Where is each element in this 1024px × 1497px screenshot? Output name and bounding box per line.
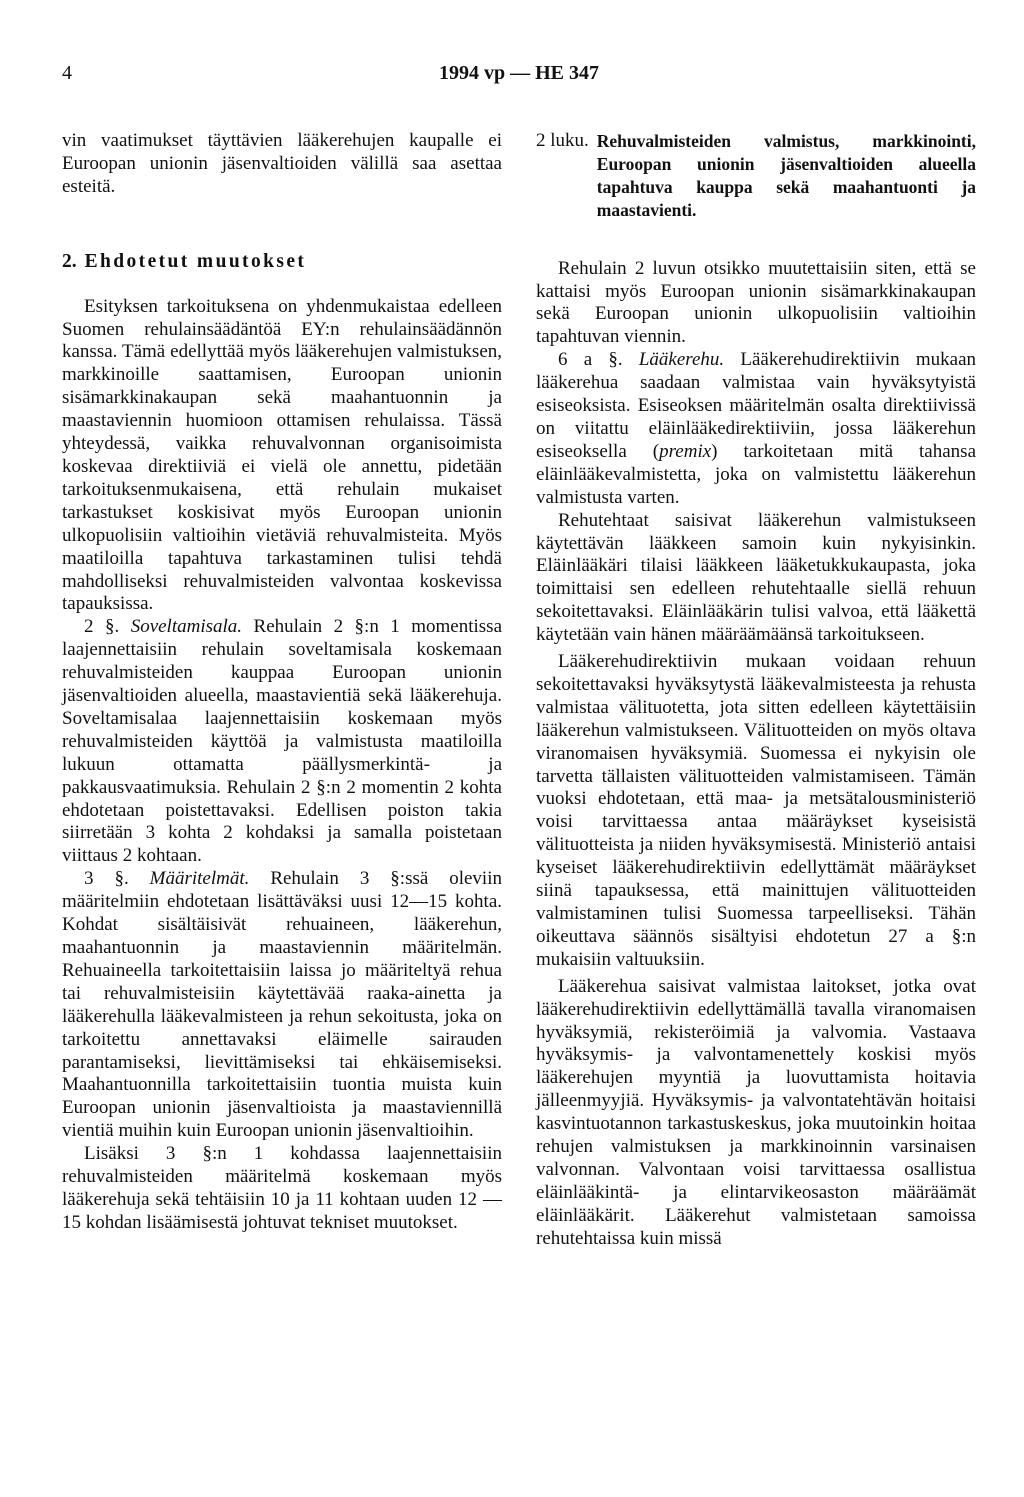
section-6a-text-a: Lääkerehudirektiivin mukaan lääkerehua saadaan valmistaa vain hyväksytyistä esiseoksista. Esiseoksen määritelmän osalta direktiivissä on viitattu eläinlääkedirektiiviin, jossa lääkerehun esiseoksella ( — [536, 349, 977, 462]
section-3-title: Määritelmät. — [149, 868, 250, 890]
section-title: Ehdotetut muutokset — [84, 250, 307, 272]
chapter-number: 2 luku. — [536, 130, 589, 151]
paragraph-intermediate-products: Lääkerehudirektiivin mukaan voidaan rehuun sekoitettavaksi hyväksytystä lääkevalmisteesta ja rehusta valmistaa välituotetta, jota sitten edelleen käytettäisiin lääkerehun valmistukseen. Välituotteiden on myös oltava viranomaisen hyväksymiä. Suomessa ei nykyisin ole tarvetta tällaisten välituotteiden valmistamiseen. Tämän vuoksi ehdotetaan, että maa- ja metsätalousministeriö voisi tarvittaessa antaa määräykset kyseisistä välituotteista ja niiden hyväksymisestä. Ministeriö antaisi kyseiset lääkerehudirektiivin edellyttämät määräykset siinä tapauksessa, että mainittujen välituotteiden valmistaminen tulisi Suomessa tarpeelliseksi. Tähän oikeuttava säännös sisältyisi ehdotetun 27 a §:n mukaisiin valtuuksiin. — [536, 651, 976, 970]
chapter-title: Rehuvalmisteiden valmistus, markkinointi, Euroopan unionin jäsenvaltioiden alueella tapahtuva kauppa sekä maahantuonti ja maastavienti. — [596, 131, 976, 220]
paragraph-section-3 — [62, 868, 502, 1143]
page-number: 4 — [62, 62, 72, 84]
paragraph-section-6a — [536, 349, 976, 509]
section-number: 2. — [62, 250, 77, 272]
paragraph-section-2 — [62, 616, 502, 868]
intro-paragraph: vin vaatimukset täyttävien lääkerehujen kaupalle ei Euroopan unionin jäsenvaltioiden välillä saa asettaa esteitä. — [62, 130, 502, 197]
paragraph-feed-factories: Rehutehtaat saisivat lääkerehun valmistukseen käytettävän lääkkeen samoin kuin nykyisinkin. Eläinlääkäri tilaisi lääkkeen lääketukkukaupasta, joka toimittaisi sen edelleen rehutehtaalle siellä rehuun sekoitettavaksi. Eläinlääkärin tulisi valvoa, että lääkettä käytetään vain hänen määräämäänsä tarkoitukseen. — [536, 509, 976, 646]
right-column — [536, 130, 976, 1251]
section-6a-text-b: ) tarkoitetaan mitä tahansa eläinlääkevalmistetta, joka on valmistettu lääkerehun valmistusta varten. — [536, 440, 976, 508]
running-head: 1994 vp — HE 347 — [438, 62, 600, 84]
paragraph-manufacturers: Lääkerehua saisivat valmistaa laitokset, jotka ovat lääkerehudirektiivin edellyttämällä tavalla viranomaisen hyväksymiä, rekisteröimiä ja valvomia. Vastaava hyväksymis- ja valvontamenettely koskisi myös lääkerehujen myyntiä ja luovuttamista hoitavia jälleenmyyjiä. Hyväksymis- ja valvontatehtävän hoitaisi kasvintuotannon tarkastuskeskus, joka muutoinkin hoitaa rehujen valmistuksen ja markkinoinnin varsinaisen valvonnan. Valvontaan voisi tarvittaessa osallistua eläinlääkintä- ja elintarvikeosaston määräämät eläinlääkärit. Lääkerehut valmistetaan samoissa rehutehtaissa kuin missä — [536, 975, 976, 1249]
paragraph-additions: Lisäksi 3 §:n 1 kohdassa laajennettaisiin rehuvalmisteiden määritelmä koskemaan myös lääkerehuja sekä tehtäisiin 10 ja 11 kohtaan uuden 12 — 15 kohdan lisäämisestä johtuvat tekniset muutokset. — [62, 1143, 502, 1233]
section-3-number: 3 §. — [84, 868, 129, 890]
section-3-text: Rehulain 3 §:ssä oleviin määritelmiin ehdotetaan lisättäväksi uusi 12—15 kohta. Kohdat sisältäisivät rehuaineen, lääkerehun, maahantuonnin ja maastaviennin määritelmän. Rehuaineella tarkoitettaisiin laissa jo määriteltyä rehua tai rehuvalmisteisiin käytettävää raaka-ainetta ja lääkerehulla lääkevalmisteen ja rehun sekoitusta, joka on tarkoitettu annettavaksi eläimelle sairauden parantamiseksi, lievittämiseksi tai ehkäisemiseksi. Maahantuonnilla tarkoitettaisiin tuontia muista kuin Euroopan unionin jäsenvaltioista ja maastaviennillä vientiä muihin kuin Euroopan unionin jäsenvaltioihin. — [62, 868, 502, 1142]
section-6a-number: 6 a §. — [558, 349, 623, 371]
left-column — [62, 130, 502, 1235]
section-2-text: Rehulain 2 §:n 1 momentissa laajennettaisiin rehulain soveltamisala koskemaan rehuvalmisteiden kauppaa Euroopan unionin jäsenvaltioiden alueella, maastavientiä sekä lääkerehuja. Soveltamisalaa laajennettaisiin koskemaan myös rehuvalmisteiden käyttöä ja valmistusta maatiloilla lukuun ottamatta päällysmerkintä- ja pakkausvaatimuksia. Rehulain 2 §:n 2 momentin 2 kohta ehdotetaan poistettavaksi. Edellisen poiston takia siirretään 3 kohta 2 kohdaksi ja samalla poistetaan viittaus 2 kohtaan. — [62, 616, 503, 867]
premix-term: premix — [659, 440, 712, 462]
page-header — [62, 62, 976, 92]
section-6a-title: Lääkerehu. — [638, 349, 725, 371]
paragraph-purpose: Esityksen tarkoituksena on yhdenmukaistaa edelleen Suomen rehulainsäädäntöä EY:n rehulainsäädännön kanssa. Tämä edellyttää myös lääkerehujen valmistuksen, markkinoille saattamisen, Euroopan unionin sisämarkkinakaupan sekä maahantuonnin ja maastaviennin huomioon ottamisen rehulaissa. Tässä yhteydessä, vaikka rehuvalvonnan organisoimista koskevaa direktiiviä ei vielä ole annettu, pidetään tarkoituksenmukaisena, että rehulain mukaiset tarkastukset koskisivat myös Euroopan unionin ulkopuolisiin valtioihin vietäviä rehuvalmisteita. Myös maatiloilla tapahtuva tarkastaminen tulisi tehdä mahdolliseksi rehuvalmisteiden valvontaa koskevissa tapauksissa. — [62, 295, 502, 615]
paragraph-chapter-title-change: Rehulain 2 luvun otsikko muutettaisiin siten, että se kattaisi myös Euroopan unionin sisämarkkinakaupan sekä Euroopan unionin ulkopuolisiin valtioihin tapahtuvan viennin. — [536, 257, 976, 348]
section-2-number: 2 §. — [84, 616, 120, 638]
chapter-heading — [536, 130, 976, 222]
section-heading — [62, 251, 502, 274]
section-2-title: Soveltamisala. — [130, 616, 243, 638]
